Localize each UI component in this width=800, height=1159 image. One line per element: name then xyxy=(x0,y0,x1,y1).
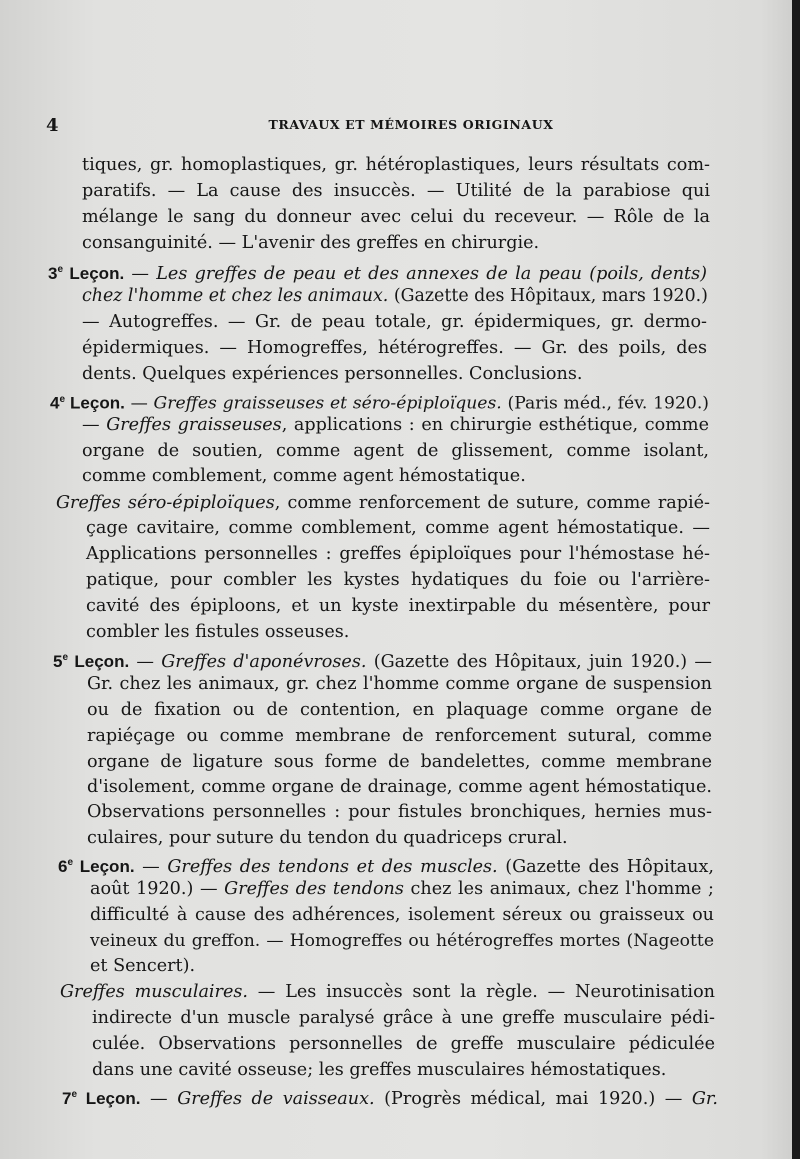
text-line: çage cavitaire, comme comblement, comme agent hémostatique. — xyxy=(86,518,710,538)
text-line: comme comblement, comme agent hémostatique. xyxy=(82,466,526,486)
text-line: et Sencert). xyxy=(90,956,196,976)
text-line: paratifs. — La cause des insuccès. — Utilité de la parabiose qui xyxy=(82,181,710,201)
text-line: mélange le sang du donneur avec celui du receveur. — Rôle de la xyxy=(82,207,710,227)
text-line: chez l'homme et chez les animaux. (Gazette des Hôpitaux, mars 1920.) xyxy=(82,286,708,306)
text-line: combler les fistules osseuses. xyxy=(86,622,350,642)
text-line: culée. Observations personnelles de greffe musculaire pédiculée xyxy=(92,1034,715,1054)
text-line: consanguinité. — L'avenir des greffes en chirurgie. xyxy=(82,233,540,253)
text-line: dans une cavité osseuse; les greffes musculaires hémostatiques. xyxy=(92,1060,667,1080)
text-line: dents. Quelques expériences personnelles. Conclusions. xyxy=(82,364,583,384)
page-header xyxy=(0,115,792,135)
lesson-heading-3: 3e Leçon. — Les greffes de peau et des annexes de la peau (poils, dents) xyxy=(48,263,708,284)
page-number: 4 xyxy=(46,115,59,136)
text-line: Observations personnelles : pour fistules bronchiques, hernies mus- xyxy=(87,802,712,822)
text-line: août 1920.) — Greffes des tendons chez les animaux, chez l'homme ; xyxy=(90,879,714,899)
text-line: — Greffes graisseuses, applications : en chirurgie esthétique, comme xyxy=(82,415,709,435)
text-line: organe de soutien, comme agent de glissement, comme isolant, xyxy=(82,441,709,461)
lesson-heading-5: 5e Leçon. — Greffes d'aponévroses. (Gazette des Hôpitaux, juin 1920.) — xyxy=(53,651,713,672)
text-line: patique, pour combler les kystes hydatiques du foie ou l'arrière- xyxy=(86,570,710,590)
text-line: Gr. chez les animaux, gr. chez l'homme comme organe de suspension xyxy=(87,674,712,694)
text-line: rapiéçage ou comme membrane de renforcement sutural, comme xyxy=(87,726,712,746)
text-line: culaires, pour suture du tendon du quadriceps crural. xyxy=(87,828,568,848)
text-line: Applications personnelles : greffes épiploïques pour l'hémostase hé- xyxy=(86,544,710,564)
text-line: indirecte d'un muscle paralysé grâce à une greffe musculaire pédi- xyxy=(92,1008,715,1028)
text-line: tiques, gr. homoplastiques, gr. hétéroplastiques, leurs résultats com- xyxy=(82,155,710,175)
lesson-heading-6: 6e Leçon. — Greffes des tendons et des muscles. (Gazette des Hôpitaux, xyxy=(58,856,715,877)
text-line: cavité des épiploons, et un kyste inextirpable du mésentère, pour xyxy=(86,596,710,616)
running-title: TRAVAUX ET MÉMOIRES ORIGINAUX xyxy=(268,117,554,132)
text-line: ou de fixation ou de contention, en plaquage comme organe de xyxy=(87,700,712,720)
text-line: épidermiques. — Homogreffes, hétérogreffes. — Gr. des poils, des xyxy=(82,338,707,358)
text-line: — Autogreffes. — Gr. de peau totale, gr. épidermiques, gr. dermo- xyxy=(82,312,707,332)
lesson-heading-7: 7e Leçon. — Greffes de vaisseaux. (Progrès médical, mai 1920.) — Gr. xyxy=(62,1088,718,1109)
lesson-heading-4: 4e Leçon. — Greffes graisseuses et séro-épiploïques. (Paris méd., fév. 1920.) xyxy=(50,393,709,414)
page-edge-shadow xyxy=(792,0,800,1159)
text-line: veineux du greffon. — Homogreffes ou hétérogreffes mortes (Nageotte xyxy=(90,931,714,951)
text-line: d'isolement, comme organe de drainage, comme agent hémostatique. xyxy=(87,777,712,797)
text-line: organe de ligature sous forme de bandelettes, comme membrane xyxy=(87,752,712,772)
text-line: difficulté à cause des adhérences, isolement séreux ou graisseux ou xyxy=(90,905,714,925)
subheading-sero-epiploiques: Greffes séro-épiploïques, comme renforcement de suture, comme rapié- xyxy=(56,493,710,513)
subheading-musculaires: Greffes musculaires. — Les insuccès sont la règle. — Neurotinisation xyxy=(60,982,715,1002)
